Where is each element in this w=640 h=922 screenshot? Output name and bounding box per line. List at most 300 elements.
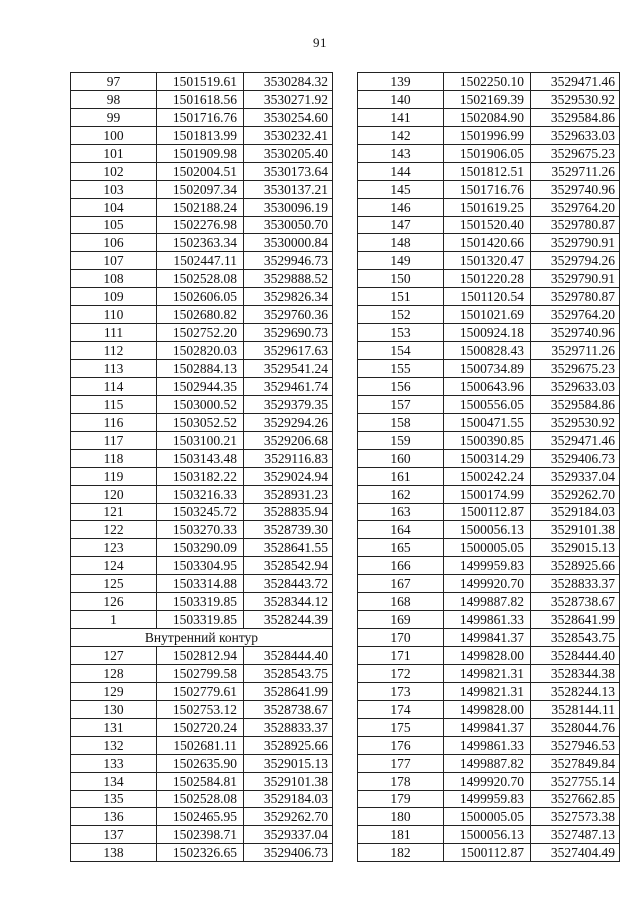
x-coordinate-cell: 1502779.61 — [157, 682, 244, 700]
x-coordinate-cell: 1502753.12 — [157, 700, 244, 718]
table-row — [71, 431, 333, 449]
table-row — [358, 216, 620, 234]
x-coordinate-cell: 1503216.33 — [157, 485, 244, 503]
table-row — [358, 593, 620, 611]
x-coordinate-cell: 1502326.65 — [157, 844, 244, 862]
table-row — [358, 754, 620, 772]
table-row — [71, 664, 333, 682]
y-coordinate-cell: 3529633.03 — [531, 377, 620, 395]
table-row — [71, 324, 333, 342]
y-coordinate-cell: 3529379.35 — [244, 395, 333, 413]
x-coordinate-cell: 1502188.24 — [157, 198, 244, 216]
point-number-cell: 110 — [71, 306, 157, 324]
table-row — [71, 503, 333, 521]
y-coordinate-cell: 3528925.66 — [531, 557, 620, 575]
table-row — [358, 682, 620, 700]
x-coordinate-cell: 1502584.81 — [157, 772, 244, 790]
point-number-cell: 155 — [358, 360, 444, 378]
y-coordinate-cell: 3529711.26 — [531, 162, 620, 180]
y-coordinate-cell: 3528443.72 — [244, 575, 333, 593]
point-number-cell: 165 — [358, 539, 444, 557]
point-number-cell: 135 — [71, 790, 157, 808]
table-row — [71, 395, 333, 413]
x-coordinate-cell: 1503245.72 — [157, 503, 244, 521]
y-coordinate-cell: 3527946.53 — [531, 736, 620, 754]
y-coordinate-cell: 3529015.13 — [244, 754, 333, 772]
point-number-cell: 162 — [358, 485, 444, 503]
table-row — [358, 647, 620, 665]
x-coordinate-cell: 1502752.20 — [157, 324, 244, 342]
point-number-cell: 164 — [358, 521, 444, 539]
x-coordinate-cell: 1502606.05 — [157, 288, 244, 306]
table-row — [71, 360, 333, 378]
table-row — [358, 90, 620, 108]
y-coordinate-cell: 3528543.75 — [244, 664, 333, 682]
y-coordinate-cell: 3529116.83 — [244, 449, 333, 467]
y-coordinate-cell: 3529530.92 — [531, 413, 620, 431]
x-coordinate-cell: 1499841.37 — [444, 718, 531, 736]
point-number-cell: 120 — [71, 485, 157, 503]
point-number-cell: 117 — [71, 431, 157, 449]
y-coordinate-cell: 3530284.32 — [244, 73, 333, 91]
x-coordinate-cell: 1503319.85 — [157, 593, 244, 611]
table-row — [71, 306, 333, 324]
point-number-cell: 127 — [71, 647, 157, 665]
table-row — [71, 611, 333, 629]
y-coordinate-cell: 3529690.73 — [244, 324, 333, 342]
point-number-cell: 121 — [71, 503, 157, 521]
x-coordinate-cell: 1501906.05 — [444, 144, 531, 162]
point-number-cell: 181 — [358, 826, 444, 844]
table-row — [71, 539, 333, 557]
point-number-cell: 160 — [358, 449, 444, 467]
table-row — [71, 413, 333, 431]
x-coordinate-cell: 1502528.08 — [157, 270, 244, 288]
point-number-cell: 173 — [358, 682, 444, 700]
point-number-cell: 148 — [358, 234, 444, 252]
x-coordinate-cell: 1502084.90 — [444, 108, 531, 126]
y-coordinate-cell: 3529764.20 — [531, 198, 620, 216]
y-coordinate-cell: 3528144.11 — [531, 700, 620, 718]
table-row — [71, 162, 333, 180]
table-row — [358, 826, 620, 844]
table-row — [358, 126, 620, 144]
table-row — [71, 216, 333, 234]
point-number-cell: 136 — [71, 808, 157, 826]
table-row — [71, 557, 333, 575]
y-coordinate-cell: 3530205.40 — [244, 144, 333, 162]
y-coordinate-cell: 3529790.91 — [531, 234, 620, 252]
x-coordinate-cell: 1500242.24 — [444, 467, 531, 485]
y-coordinate-cell: 3528244.13 — [531, 682, 620, 700]
x-coordinate-cell: 1500005.05 — [444, 539, 531, 557]
table-row — [358, 377, 620, 395]
table-row — [71, 377, 333, 395]
point-number-cell: 119 — [71, 467, 157, 485]
table-row — [71, 342, 333, 360]
y-coordinate-cell: 3528925.66 — [244, 736, 333, 754]
table-row — [358, 395, 620, 413]
point-number-cell: 174 — [358, 700, 444, 718]
y-coordinate-cell: 3529184.03 — [531, 503, 620, 521]
x-coordinate-cell: 1501716.76 — [157, 108, 244, 126]
table-row — [71, 90, 333, 108]
y-coordinate-cell: 3530232.41 — [244, 126, 333, 144]
x-coordinate-cell: 1499887.82 — [444, 593, 531, 611]
y-coordinate-cell: 3529262.70 — [531, 485, 620, 503]
x-coordinate-cell: 1499959.83 — [444, 557, 531, 575]
point-number-cell: 146 — [358, 198, 444, 216]
point-number-cell: 132 — [71, 736, 157, 754]
point-number-cell: 128 — [71, 664, 157, 682]
point-number-cell: 111 — [71, 324, 157, 342]
point-number-cell: 126 — [71, 593, 157, 611]
point-number-cell: 112 — [71, 342, 157, 360]
table-row — [358, 449, 620, 467]
y-coordinate-cell: 3529675.23 — [531, 360, 620, 378]
x-coordinate-cell: 1500828.43 — [444, 342, 531, 360]
table-row — [358, 324, 620, 342]
point-number-cell: 109 — [71, 288, 157, 306]
table-row — [71, 288, 333, 306]
y-coordinate-cell: 3529740.96 — [531, 180, 620, 198]
point-number-cell: 125 — [71, 575, 157, 593]
point-number-cell: 161 — [358, 467, 444, 485]
table-row — [358, 288, 620, 306]
table-row — [358, 270, 620, 288]
y-coordinate-cell: 3530173.64 — [244, 162, 333, 180]
table-row — [71, 593, 333, 611]
x-coordinate-cell: 1501618.56 — [157, 90, 244, 108]
y-coordinate-cell: 3529790.91 — [531, 270, 620, 288]
section-header-row — [71, 629, 333, 647]
point-number-cell: 140 — [358, 90, 444, 108]
point-number-cell: 131 — [71, 718, 157, 736]
x-coordinate-cell: 1500005.05 — [444, 808, 531, 826]
table-row — [358, 108, 620, 126]
y-coordinate-cell: 3529471.46 — [531, 431, 620, 449]
point-number-cell: 158 — [358, 413, 444, 431]
y-coordinate-cell: 3530271.92 — [244, 90, 333, 108]
y-coordinate-cell: 3529633.03 — [531, 126, 620, 144]
point-number-cell: 123 — [71, 539, 157, 557]
y-coordinate-cell: 3529584.86 — [531, 108, 620, 126]
table-row — [358, 162, 620, 180]
x-coordinate-cell: 1503052.52 — [157, 413, 244, 431]
x-coordinate-cell: 1503270.33 — [157, 521, 244, 539]
y-coordinate-cell: 3528931.23 — [244, 485, 333, 503]
x-coordinate-cell: 1502250.10 — [444, 73, 531, 91]
point-number-cell: 172 — [358, 664, 444, 682]
point-number-cell: 137 — [71, 826, 157, 844]
point-number-cell: 152 — [358, 306, 444, 324]
y-coordinate-cell: 3529826.34 — [244, 288, 333, 306]
y-coordinate-cell: 3529794.26 — [531, 252, 620, 270]
table-row — [71, 808, 333, 826]
x-coordinate-cell: 1502944.35 — [157, 377, 244, 395]
point-number-cell: 157 — [358, 395, 444, 413]
y-coordinate-cell: 3529888.52 — [244, 270, 333, 288]
point-number-cell: 107 — [71, 252, 157, 270]
y-coordinate-cell: 3529101.38 — [244, 772, 333, 790]
table-row — [71, 718, 333, 736]
x-coordinate-cell: 1499828.00 — [444, 647, 531, 665]
x-coordinate-cell: 1502004.51 — [157, 162, 244, 180]
point-number-cell: 99 — [71, 108, 157, 126]
table-row — [358, 790, 620, 808]
y-coordinate-cell: 3528543.75 — [531, 629, 620, 647]
table-row — [71, 826, 333, 844]
x-coordinate-cell: 1501021.69 — [444, 306, 531, 324]
y-coordinate-cell: 3527573.38 — [531, 808, 620, 826]
point-number-cell: 147 — [358, 216, 444, 234]
x-coordinate-cell: 1502169.39 — [444, 90, 531, 108]
x-coordinate-cell: 1500390.85 — [444, 431, 531, 449]
table-row — [71, 754, 333, 772]
y-coordinate-cell: 3529262.70 — [244, 808, 333, 826]
point-number-cell: 115 — [71, 395, 157, 413]
point-number-cell: 113 — [71, 360, 157, 378]
x-coordinate-cell: 1499821.31 — [444, 682, 531, 700]
point-number-cell: 144 — [358, 162, 444, 180]
x-coordinate-cell: 1502812.94 — [157, 647, 244, 665]
x-coordinate-cell: 1502465.95 — [157, 808, 244, 826]
x-coordinate-cell: 1500471.55 — [444, 413, 531, 431]
table-row — [358, 234, 620, 252]
point-number-cell: 106 — [71, 234, 157, 252]
point-number-cell: 102 — [71, 162, 157, 180]
y-coordinate-cell: 3528542.94 — [244, 557, 333, 575]
y-coordinate-cell: 3528833.37 — [531, 575, 620, 593]
x-coordinate-cell: 1502681.11 — [157, 736, 244, 754]
table-row — [358, 521, 620, 539]
y-coordinate-cell: 3529406.73 — [244, 844, 333, 862]
y-coordinate-cell: 3529024.94 — [244, 467, 333, 485]
point-number-cell: 143 — [358, 144, 444, 162]
table-row — [358, 718, 620, 736]
table-row — [358, 198, 620, 216]
x-coordinate-cell: 1499861.33 — [444, 611, 531, 629]
x-coordinate-cell: 1501996.99 — [444, 126, 531, 144]
point-number-cell: 170 — [358, 629, 444, 647]
point-number-cell: 116 — [71, 413, 157, 431]
y-coordinate-cell: 3529471.46 — [531, 73, 620, 91]
x-coordinate-cell: 1501813.99 — [157, 126, 244, 144]
point-number-cell: 151 — [358, 288, 444, 306]
x-coordinate-cell: 1500112.87 — [444, 844, 531, 862]
y-coordinate-cell: 3529015.13 — [531, 539, 620, 557]
point-number-cell: 139 — [358, 73, 444, 91]
x-coordinate-cell: 1500056.13 — [444, 826, 531, 844]
x-coordinate-cell: 1502884.13 — [157, 360, 244, 378]
y-coordinate-cell: 3529740.96 — [531, 324, 620, 342]
table-row — [71, 252, 333, 270]
point-number-cell: 167 — [358, 575, 444, 593]
point-number-cell: 142 — [358, 126, 444, 144]
y-coordinate-cell: 3528738.67 — [244, 700, 333, 718]
point-number-cell: 153 — [358, 324, 444, 342]
point-number-cell: 108 — [71, 270, 157, 288]
x-coordinate-cell: 1502097.34 — [157, 180, 244, 198]
x-coordinate-cell: 1503314.88 — [157, 575, 244, 593]
table-row — [71, 844, 333, 862]
page-number: 91 — [313, 35, 327, 50]
x-coordinate-cell: 1500314.29 — [444, 449, 531, 467]
point-number-cell: 129 — [71, 682, 157, 700]
table-row — [358, 306, 620, 324]
x-coordinate-cell: 1500924.18 — [444, 324, 531, 342]
x-coordinate-cell: 1502398.71 — [157, 826, 244, 844]
y-coordinate-cell: 3529760.36 — [244, 306, 333, 324]
table-row — [358, 503, 620, 521]
y-coordinate-cell: 3527487.13 — [531, 826, 620, 844]
x-coordinate-cell: 1502820.03 — [157, 342, 244, 360]
point-number-cell: 118 — [71, 449, 157, 467]
x-coordinate-cell: 1503000.52 — [157, 395, 244, 413]
table-row — [358, 557, 620, 575]
y-coordinate-cell: 3527662.85 — [531, 790, 620, 808]
table-row — [71, 126, 333, 144]
y-coordinate-cell: 3528641.55 — [244, 539, 333, 557]
table-row — [71, 73, 333, 91]
y-coordinate-cell: 3529461.74 — [244, 377, 333, 395]
table-row — [358, 611, 620, 629]
x-coordinate-cell: 1502680.82 — [157, 306, 244, 324]
y-coordinate-cell: 3529764.20 — [531, 306, 620, 324]
y-coordinate-cell: 3529406.73 — [531, 449, 620, 467]
table-row — [71, 270, 333, 288]
y-coordinate-cell: 3529294.26 — [244, 413, 333, 431]
y-coordinate-cell: 3528044.76 — [531, 718, 620, 736]
point-number-cell: 133 — [71, 754, 157, 772]
table-row — [71, 772, 333, 790]
table-row — [358, 844, 620, 862]
coordinates-table-left — [70, 72, 333, 862]
x-coordinate-cell: 1503304.95 — [157, 557, 244, 575]
y-coordinate-cell: 3529206.68 — [244, 431, 333, 449]
point-number-cell: 177 — [358, 754, 444, 772]
table-row — [358, 413, 620, 431]
y-coordinate-cell: 3529617.63 — [244, 342, 333, 360]
point-number-cell: 156 — [358, 377, 444, 395]
y-coordinate-cell: 3529711.26 — [531, 342, 620, 360]
x-coordinate-cell: 1502276.98 — [157, 216, 244, 234]
table-row — [358, 431, 620, 449]
x-coordinate-cell: 1499841.37 — [444, 629, 531, 647]
point-number-cell: 105 — [71, 216, 157, 234]
point-number-cell: 114 — [71, 377, 157, 395]
x-coordinate-cell: 1499821.31 — [444, 664, 531, 682]
y-coordinate-cell: 3530137.21 — [244, 180, 333, 198]
y-coordinate-cell: 3529530.92 — [531, 90, 620, 108]
table-row — [71, 682, 333, 700]
point-number-cell: 150 — [358, 270, 444, 288]
y-coordinate-cell: 3529675.23 — [531, 144, 620, 162]
point-number-cell: 168 — [358, 593, 444, 611]
point-number-cell: 176 — [358, 736, 444, 754]
point-number-cell: 169 — [358, 611, 444, 629]
table-row — [358, 629, 620, 647]
table-row — [358, 467, 620, 485]
point-number-cell: 98 — [71, 90, 157, 108]
y-coordinate-cell: 3529337.04 — [244, 826, 333, 844]
point-number-cell: 159 — [358, 431, 444, 449]
point-number-cell: 149 — [358, 252, 444, 270]
table-row — [358, 700, 620, 718]
x-coordinate-cell: 1500174.99 — [444, 485, 531, 503]
point-number-cell: 141 — [358, 108, 444, 126]
point-number-cell: 163 — [358, 503, 444, 521]
y-coordinate-cell: 3529946.73 — [244, 252, 333, 270]
table-row — [71, 234, 333, 252]
point-number-cell: 180 — [358, 808, 444, 826]
x-coordinate-cell: 1502635.90 — [157, 754, 244, 772]
section-title: Внутренний контур — [71, 629, 333, 647]
x-coordinate-cell: 1501120.54 — [444, 288, 531, 306]
x-coordinate-cell: 1500112.87 — [444, 503, 531, 521]
table-row — [358, 144, 620, 162]
x-coordinate-cell: 1502528.08 — [157, 790, 244, 808]
table-row — [358, 252, 620, 270]
coordinates-table-right — [357, 72, 620, 862]
y-coordinate-cell: 3529337.04 — [531, 467, 620, 485]
table-row — [71, 521, 333, 539]
point-number-cell: 154 — [358, 342, 444, 360]
table-row — [358, 772, 620, 790]
table-row — [71, 180, 333, 198]
table-row — [71, 108, 333, 126]
point-number-cell: 104 — [71, 198, 157, 216]
point-number-cell: 175 — [358, 718, 444, 736]
y-coordinate-cell: 3528641.99 — [531, 611, 620, 629]
table-row — [71, 449, 333, 467]
x-coordinate-cell: 1500643.96 — [444, 377, 531, 395]
y-coordinate-cell: 3528641.99 — [244, 682, 333, 700]
y-coordinate-cell: 3527404.49 — [531, 844, 620, 862]
x-coordinate-cell: 1500734.89 — [444, 360, 531, 378]
x-coordinate-cell: 1503143.48 — [157, 449, 244, 467]
y-coordinate-cell: 3530096.19 — [244, 198, 333, 216]
point-number-cell: 130 — [71, 700, 157, 718]
x-coordinate-cell: 1499959.83 — [444, 790, 531, 808]
point-number-cell: 166 — [358, 557, 444, 575]
y-coordinate-cell: 3528344.38 — [531, 664, 620, 682]
point-number-cell: 101 — [71, 144, 157, 162]
point-number-cell: 145 — [358, 180, 444, 198]
y-coordinate-cell: 3530254.60 — [244, 108, 333, 126]
x-coordinate-cell: 1501220.28 — [444, 270, 531, 288]
x-coordinate-cell: 1503182.22 — [157, 467, 244, 485]
x-coordinate-cell: 1503100.21 — [157, 431, 244, 449]
table-row — [358, 575, 620, 593]
y-coordinate-cell: 3528344.12 — [244, 593, 333, 611]
table-row — [358, 539, 620, 557]
table-row — [71, 700, 333, 718]
point-number-cell: 171 — [358, 647, 444, 665]
point-number-cell: 103 — [71, 180, 157, 198]
y-coordinate-cell: 3529541.24 — [244, 360, 333, 378]
table-row — [358, 73, 620, 91]
table-row — [71, 647, 333, 665]
point-number-cell: 100 — [71, 126, 157, 144]
y-coordinate-cell: 3529584.86 — [531, 395, 620, 413]
table-row — [71, 790, 333, 808]
x-coordinate-cell: 1499828.00 — [444, 700, 531, 718]
x-coordinate-cell: 1499887.82 — [444, 754, 531, 772]
table-row — [358, 736, 620, 754]
x-coordinate-cell: 1499920.70 — [444, 575, 531, 593]
table-row — [71, 467, 333, 485]
